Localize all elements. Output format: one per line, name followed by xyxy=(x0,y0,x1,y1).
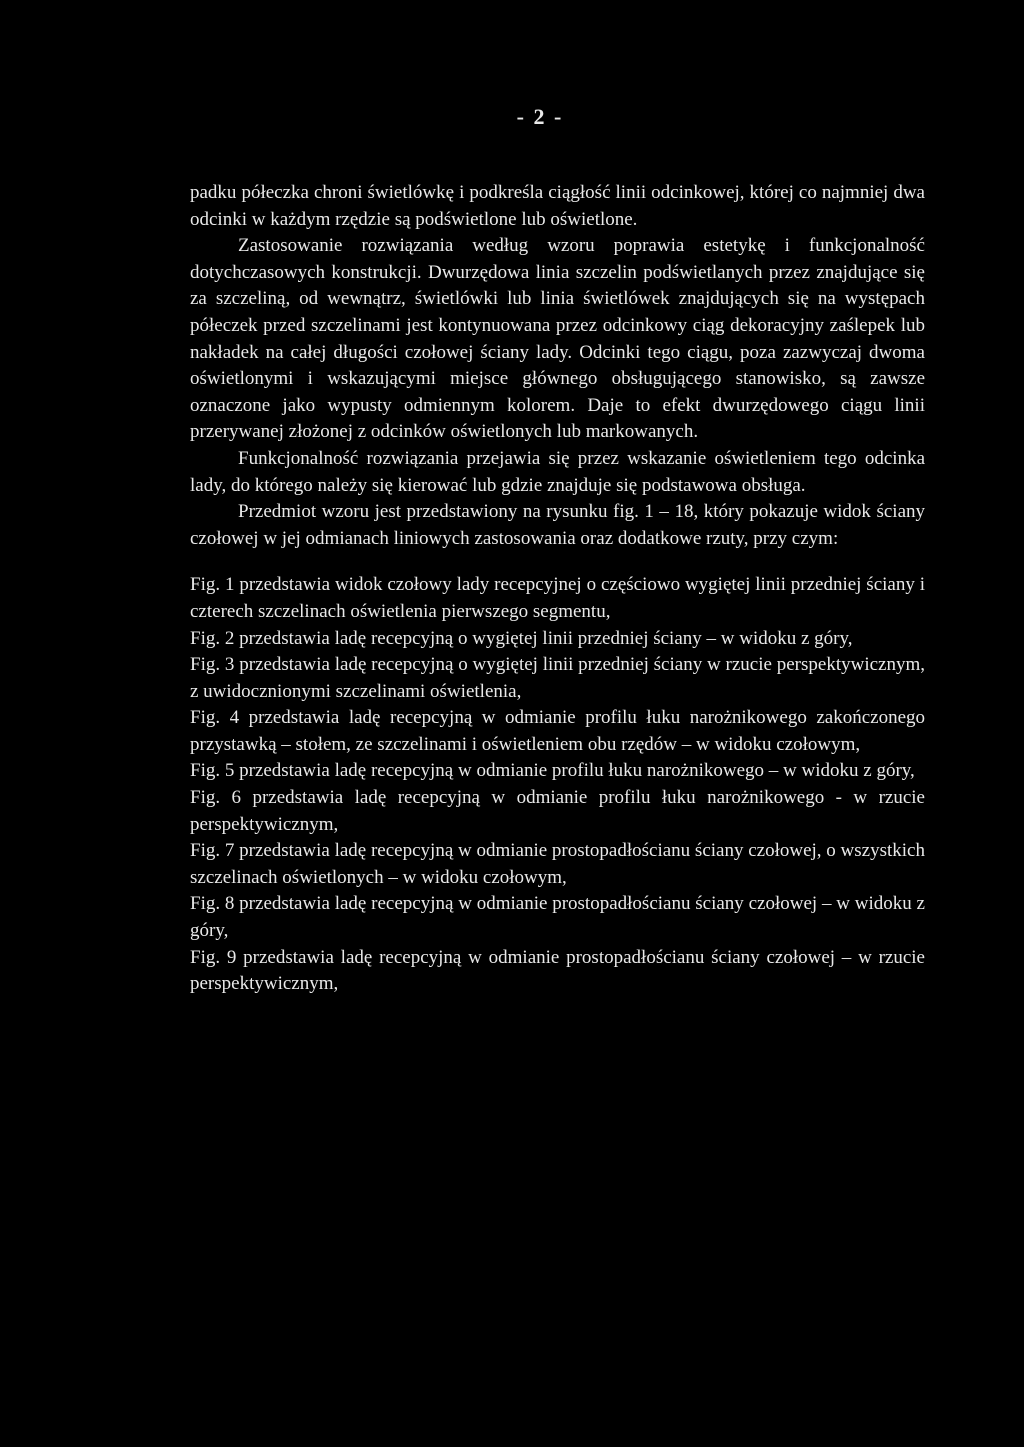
paragraph-3: Funkcjonalność rozwiązania przejawia się przez wskazanie oświetleniem tego odcinka lady, do którego należy się kierować lub gdzie znajduje się podstawowa obsługa. xyxy=(190,447,925,496)
figure-item-1: Fig. 1 przedstawia widok czołowy lady recepcyjnej o częściowo wygiętej linii przedniej ściany i czterech szczelinach oświetlenia pierwszego segmentu, xyxy=(190,574,925,622)
paragraph-2: Zastosowanie rozwiązania według wzoru poprawia estetykę i funkcjonalność dotychczasowych konstrukcji. Dwurzędowa linia szczelin podświetlanych przez znajdujące się za szczeliną, od wewnątrz, świetlówki lub linia świetlówek znajdujących się na występach półeczek przed szczelinami jest kontynuowana przez odcinkowy ciąg dekoracyjny zaślepek lub nakładek na całej długości czołowej ściany lady. Odcinki tego ciągu, poza zazwyczaj dwoma oświetlonymi i wskazującymi miejsce głównego obsługującego stanowisko, są zawsze oznaczone jako wypusty odmiennym kolorem. Daje to efekt dwurzędowego ciągu linii przerywanej złożonej z odcinków oświetlonych lub markowanych. xyxy=(190,235,925,443)
figure-item-8: Fig. 8 przedstawia ladę recepcyjną w odmianie prostopadłościanu ściany czołowej – w widoku z góry, xyxy=(190,893,925,942)
body-text xyxy=(190,180,925,998)
figure-list xyxy=(190,572,925,998)
figure-item-5: Fig. 5 przedstawia ladę recepcyjną w odmianie profilu łuku narożnikowego – w widoku z góry, xyxy=(190,760,915,782)
figure-item-7: Fig. 7 przedstawia ladę recepcyjną w odmianie prostopadłościanu ściany czołowej, o wszystkich szczelinach oświetlonych – w widoku czołowym, xyxy=(190,840,925,888)
figure-item-3: Fig. 3 przedstawia ladę recepcyjną o wygiętej linii przedniej ściany w rzucie perspektywicznym, z uwidocznionymi szczelinami oświetlenia, xyxy=(190,654,925,702)
figure-item-9: Fig. 9 przedstawia ladę recepcyjną w odmianie prostopadłościanu ściany czołowej – w rzucie perspektywicznym, xyxy=(190,946,925,995)
paragraph-1: padku półeczka chroni świetlówkę i podkreśla ciągłość linii odcinkowej, której co najmniej dwa odcinki w każdym rzędzie są podświetlone lub oświetlone. xyxy=(190,182,925,230)
figure-item-4: Fig. 4 przedstawia ladę recepcyjną w odmianie profilu łuku narożnikowego zakończonego przystawką – stołem, ze szczelinami i oświetleniem obu rzędów – w widoku czołowym, xyxy=(190,707,925,755)
page-number: - 2 - xyxy=(516,104,564,129)
figure-item-6: Fig. 6 przedstawia ladę recepcyjną w odmianie profilu łuku narożnikowego - w rzucie perspektywicznym, xyxy=(190,787,925,835)
paragraph-4: Przedmiot wzoru jest przedstawiony na rysunku fig. 1 – 18, który pokazuje widok ściany czołowej w jej odmianach liniowych zastosowania oraz dodatkowe rzuty, przy czym: xyxy=(190,501,925,549)
figure-item-2: Fig. 2 przedstawia ladę recepcyjną o wygiętej linii przedniej ściany – w widoku z góry, xyxy=(190,627,853,649)
